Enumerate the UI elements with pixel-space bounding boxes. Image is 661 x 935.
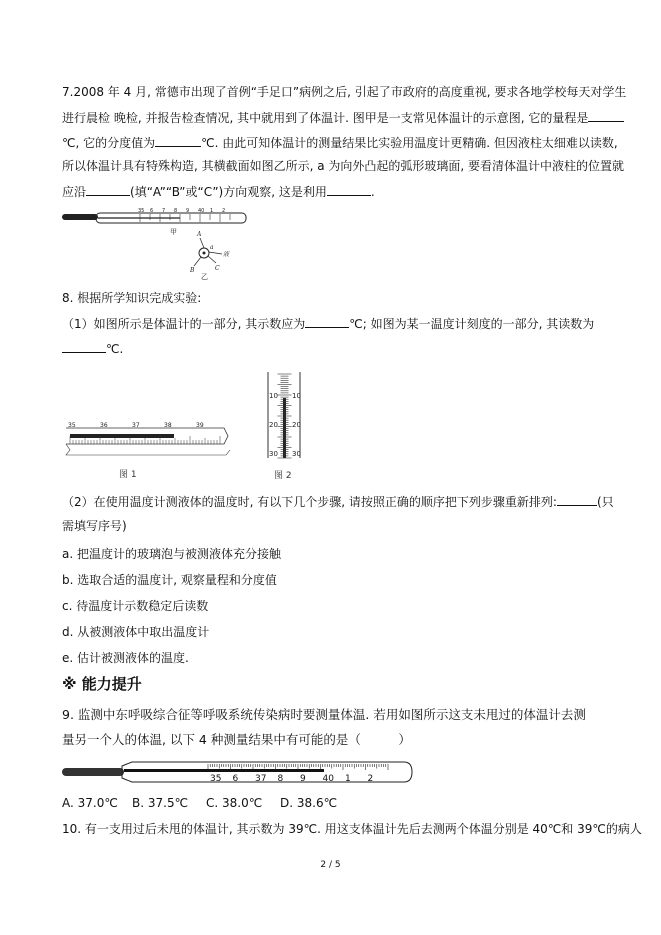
q7-scale-label: 2 [222,208,226,214]
q7-line-4: 所以体温计具有特殊构造, 其横截面如图乙所示, a 为向外凸起的弧形玻璃面, 要看清体温计中液柱的位置就 [62,159,625,173]
q7-scale-label: 9 [186,208,190,214]
q8-fig2-label-left: 30 [269,450,278,458]
q7-scale-label: 40 [198,208,205,214]
q8-step-b: b. 选取合适的温度计, 观察量程和分度值 [62,573,277,587]
q8-part2-line2: 需填写序号) [62,519,127,533]
q7-line-5b: (填“A”“B”或“C”)方向观察, 这是利用 [130,185,327,199]
q7-letter-C: C [215,265,220,272]
q10-line-1: 10. 有一支用过后未甩的体温计, 其示数为 39℃. 用这支体温计先后去测两个体温分别是 40℃和 39℃的病人 [62,822,642,836]
q7-scale-label: 7 [162,208,166,214]
q8-fig1-caption: 图 1 [119,470,137,480]
q9-option-a[interactable]: A. 37.0℃ [62,796,118,810]
q7-scale-label: 8 [174,208,178,214]
q9-line-1: 9. 监测中东呼吸综合征等呼吸系统传染病时要测量体温. 若用如图所示这支未甩过的体温计去测 [62,707,586,722]
q7-letter-B: B [190,267,195,274]
q9-scale-label: 2 [367,774,374,784]
q7-direction-blank[interactable] [86,183,130,196]
q8-fig2-label-right: 30 [292,450,301,458]
q7-division-blank[interactable] [155,134,201,147]
q9-line-2: 量另一个人的体温, 以下 4 种测量结果中有可能的是（ ） [62,732,411,747]
q7-line-3a: ℃, 它的分度值为 [62,136,156,150]
q8-fig2-label-right: 10 [292,392,301,400]
q8-fig1-label: 37 [132,422,140,429]
q8-p1b: ℃; 如图为某一温度计刻度的一部分, 其读数为 [349,317,595,331]
q7-line-3b: ℃. 由此可知体温计的测量结果比实验用温度计更精确. 但因液柱太细难以读数, [201,136,618,150]
q9-option-c[interactable]: C. 38.0℃ [206,796,263,810]
q8-fig2-caption: 图 2 [274,471,292,481]
q8-figure-2 [264,370,310,482]
q7-scale-label: 6 [150,208,154,214]
q8-fig2-label-right: 20 [292,421,301,429]
q7-fig-jia-label: 甲 [170,228,177,236]
q7-scale-label: 35 [138,208,145,214]
q7-letter-a: a [210,244,214,251]
page-number: 2 / 5 [320,860,341,870]
q7-range-blank[interactable] [588,109,624,122]
q8-figure-1 [64,420,234,482]
q9-scale-label: 1 [345,774,351,784]
q8-step-e: e. 估计被测液体的温度. [62,651,189,665]
q7-fig-yi-label: 乙 [201,273,208,280]
q8-fig2-liquid [283,398,286,458]
q7-line-5a: 应沿 [62,185,87,199]
q8-fig1-label: 36 [100,422,108,429]
q8-fig1-mercury [70,434,174,438]
q8-fig2-label-left: 10 [269,392,278,400]
q7-thermometer-figure [60,208,260,280]
q7-principle-blank[interactable] [327,183,371,196]
q8-title: 8. 根据所学知识完成实验: [62,291,202,305]
q7-letter-A: A [197,231,202,238]
q8-p1c: ℃. [106,342,124,356]
q7-line-2-text: 进行晨检 晚检, 并报告检查情况, 其中就用到了体温计. 图甲是一支常见体温计的示意图, 它的量程是 [62,111,589,125]
q8-part1-line1 [62,315,594,332]
q9-scale-label: 35 [210,774,222,784]
q8-thermometer-reading-blank[interactable] [62,340,106,353]
q7-thermometer-bulb [62,214,98,220]
q8-fig1-label: 35 [68,422,76,429]
q9-mercury [124,769,324,772]
q7-line-1: 7.2008 年 4 月, 常德市出现了首例“手足口”病例之后, 引起了市政府的高度重视, 要求各地学校每天对学生 [62,85,627,99]
section-heading: ※ 能力提升 [62,675,142,693]
q9-scale-label: 40 [322,774,334,784]
q8-body-temp-blank[interactable] [305,315,349,328]
q7-letter-liquid: 液 [223,251,230,258]
q8-part1-line2 [62,340,123,357]
q8-part2-line1 [62,493,614,510]
q8-p2a: （2）在使用温度计测液体的温度时, 有以下几个步骤, 请按照正确的顺序把下列步骤重新排列: [62,495,557,509]
q8-step-d: d. 从被测液体中取出温度计 [62,625,210,639]
q9-thermometer-bulb [62,768,124,776]
q8-p2b: (只 [596,495,614,509]
q9-scale-label: 6 [232,774,239,784]
q8-step-a: a. 把温度计的玻璃泡与被测液体充分接触 [62,547,281,561]
q8-fig1-label: 39 [196,422,204,429]
q9-option-b[interactable]: B. 37.5℃ [132,796,189,810]
q9-thermometer [60,758,416,788]
q7-line-5c: . [370,185,375,199]
q8-fig1-label: 38 [164,422,172,429]
q7-scale-label: 1 [210,208,214,214]
q9-scale-label: 9 [300,774,306,784]
q7-line-3 [62,134,618,151]
q9-option-d[interactable]: D. 38.6℃ [280,796,338,810]
q8-step-c: c. 待温度计示数稳定后读数 [62,599,209,613]
q9-scale-label: 8 [277,774,284,784]
q8-order-blank[interactable] [557,493,597,506]
q9-scale-label: 37 [255,774,267,784]
q7-line-2 [62,109,624,126]
q7-line-5 [62,183,375,200]
q8-fig2-label-left: 20 [269,421,278,429]
q8-p1a: （1）如图所示是体温计的一部分, 其示数应为 [62,317,306,331]
